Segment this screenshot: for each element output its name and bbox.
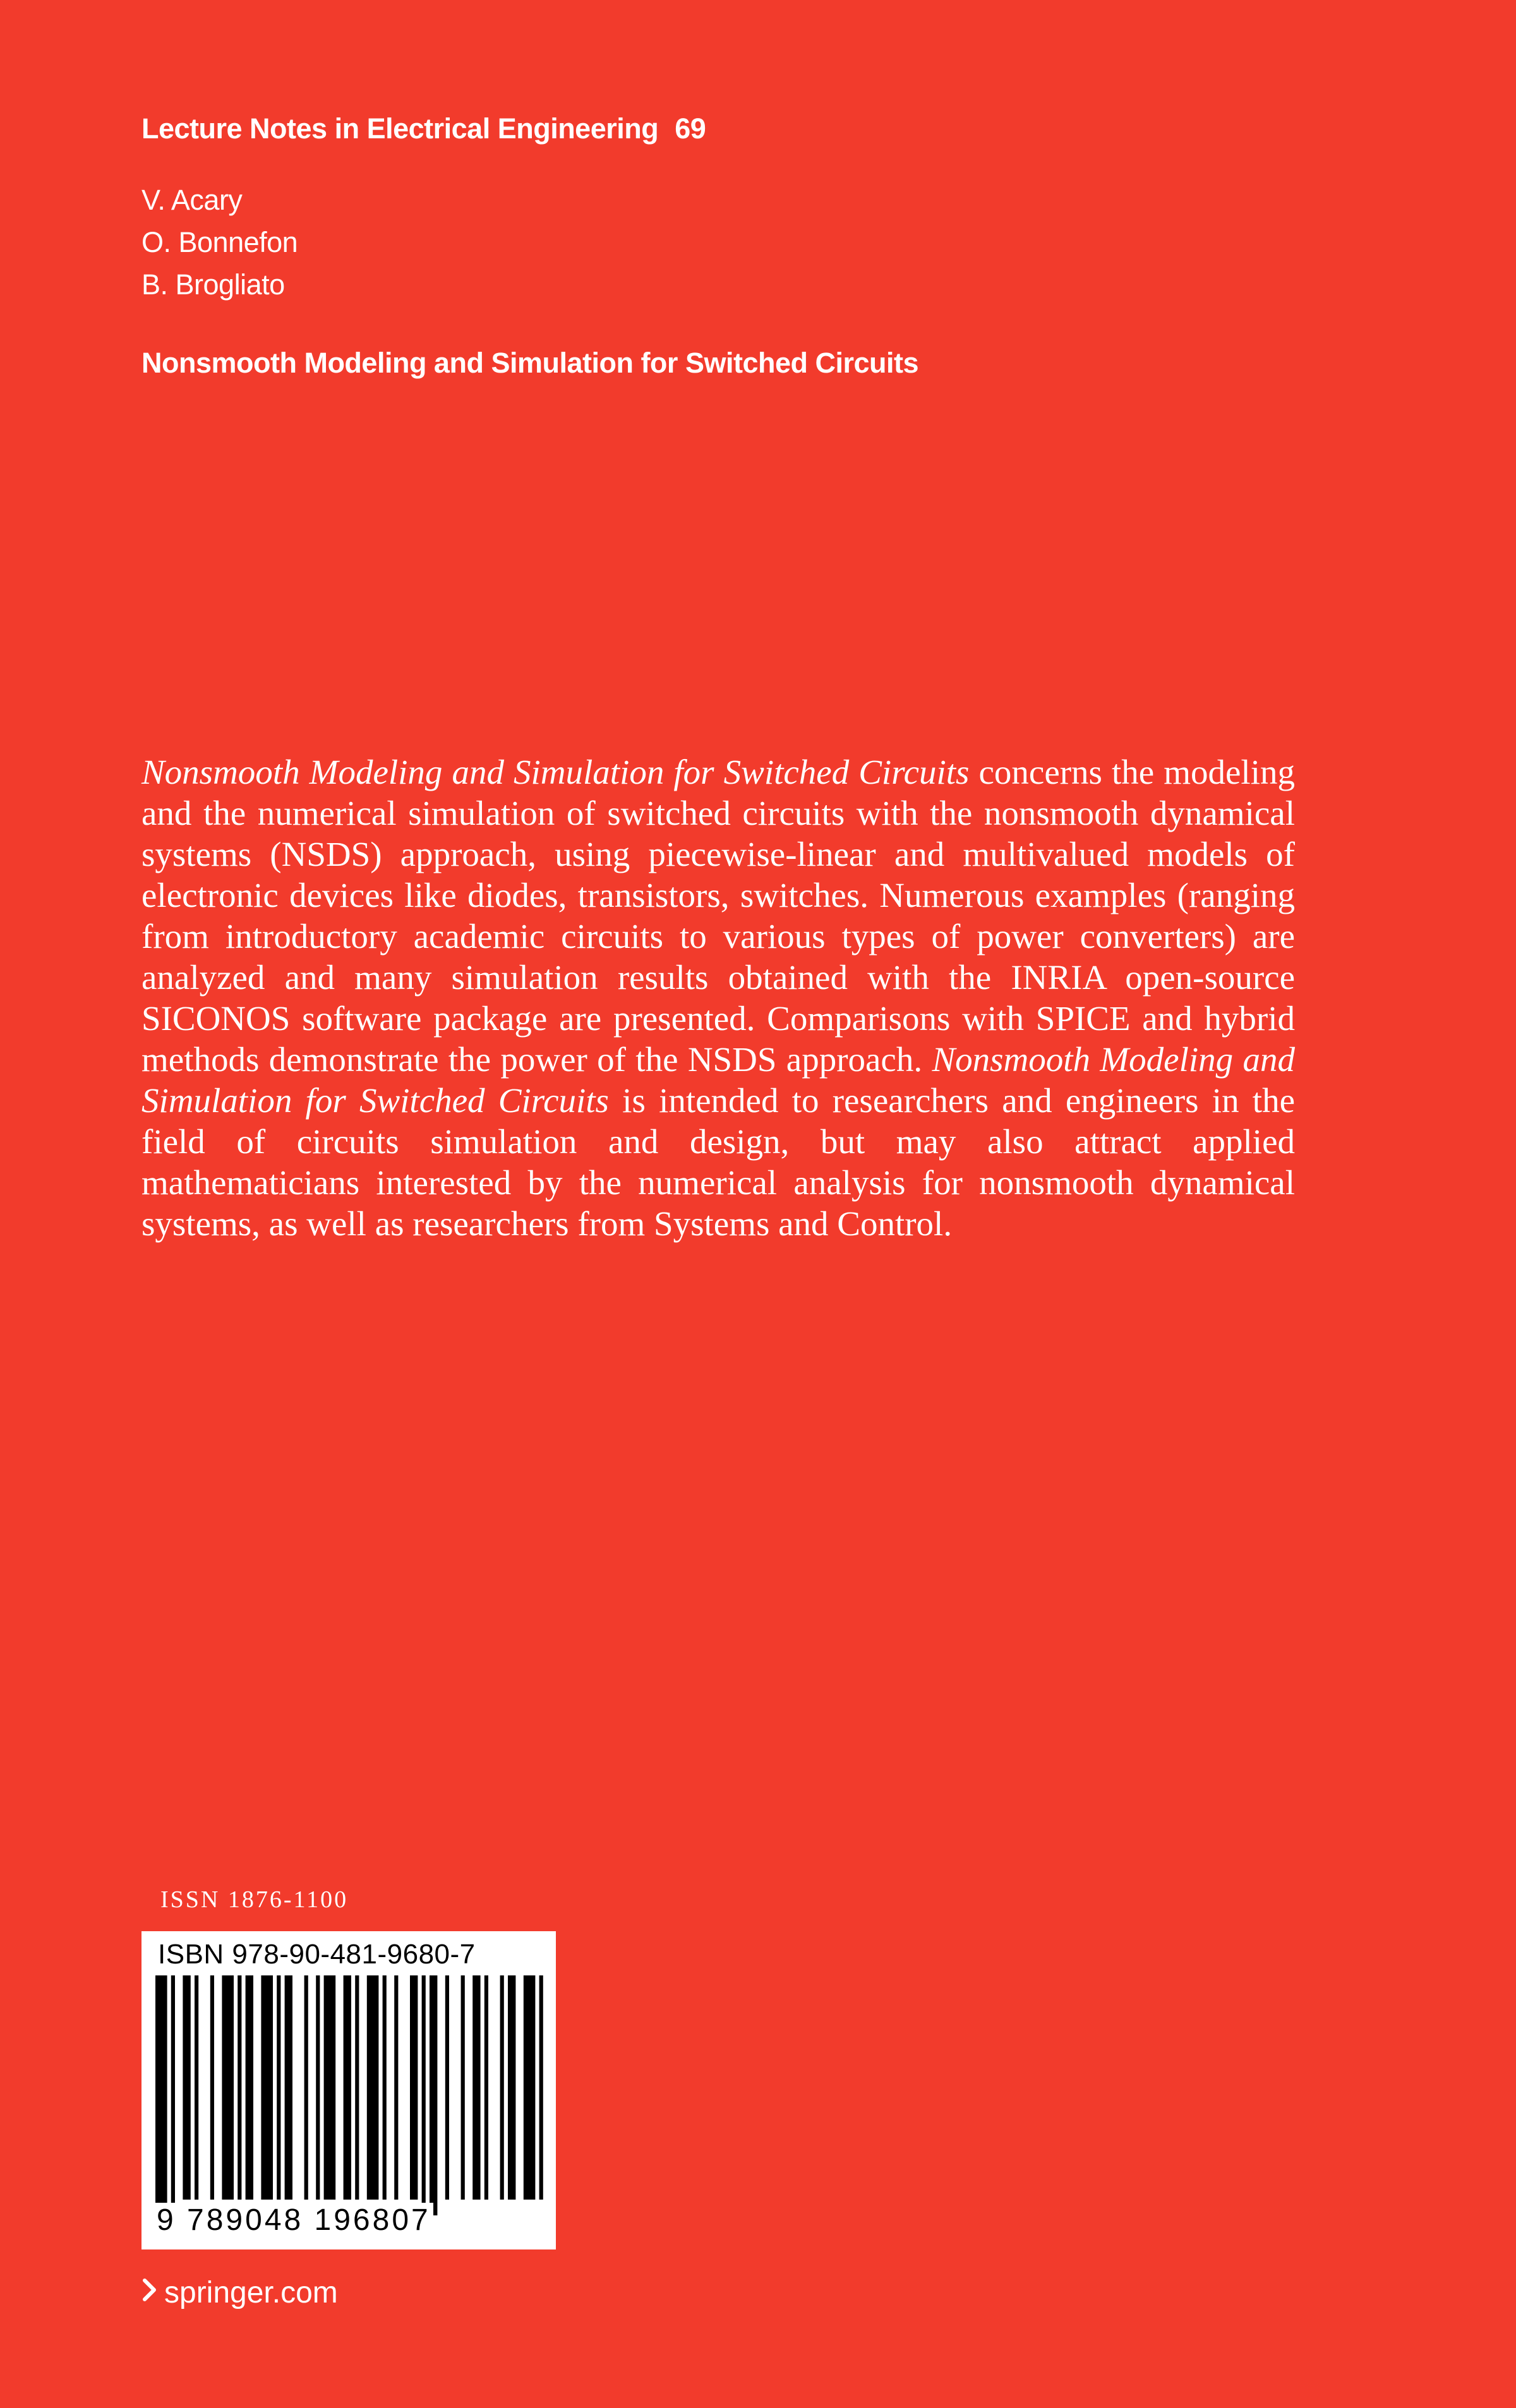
barcode-bar [484, 1975, 488, 2200]
issn-label: ISSN 1876-1100 [160, 1886, 349, 1913]
barcode-bar [472, 1975, 480, 2200]
series-name: Lecture Notes in Electrical Engineering [141, 112, 659, 145]
barcode-bar [461, 1975, 465, 2200]
author-name: V. Acary [141, 184, 243, 216]
barcode-bar [246, 1975, 253, 2200]
barcode-bar [210, 1975, 214, 2200]
blurb-title-italic: Nonsmooth Modeling and Simulation for Switched Circuits [141, 1040, 1295, 1120]
blurb-text: concerns the modeling and the numerical simulation of switched circuits with the nonsmooth dynamical systems (NSDS) approach, using piecewise-linear and multivalued models of electronic devices like diodes, transistors, switches. Numerous examples (ranging from introductory academic circuits to various types of power converters) are analyzed and many simulation results obtained with the INRIA open-source SICONOS software package are presented. Comparisons with SPICE and hybrid methods demonstrate the power of the NSDS approach. [141, 753, 1295, 1079]
barcode-bar [524, 1975, 536, 2200]
barcode-bar [394, 1975, 398, 2200]
barcode-bar [344, 1975, 351, 2200]
barcode-bar [304, 1975, 308, 2200]
author-name: B. Brogliato [141, 268, 285, 301]
barcode-bar [183, 1975, 190, 2200]
barcode-bar [195, 1975, 198, 2200]
website-link[interactable]: springer.com [164, 2276, 338, 2309]
barcode-bar [410, 1975, 418, 2200]
series-line [141, 112, 706, 145]
barcode-bar [383, 1975, 387, 2200]
chevron-right-icon [141, 2275, 158, 2310]
barcode-bar [500, 1975, 504, 2200]
author-name: O. Bonnefon [141, 226, 298, 258]
barcode-bar [367, 1975, 379, 2200]
blurb-title-italic: Nonsmooth Modeling and Simulation for Switched Circuits [141, 753, 970, 791]
barcode-bar [277, 1975, 280, 2200]
barcode-bar [171, 1975, 175, 2215]
barcode-bar [355, 1975, 359, 2200]
barcode-bar [539, 1975, 543, 2200]
isbn-barcode [141, 1931, 556, 2249]
description-paragraph [141, 752, 1295, 1244]
barcode-bar [261, 1975, 273, 2200]
author-list [141, 179, 298, 306]
blurb-text: is intended to researchers and engineers in the field of circuits simulation and design, but may also attract applied mathematicians interested by the numerical analysis for nonsmooth dynamical systems, as well as researchers from Systems and Control. [141, 1081, 1295, 1243]
barcode-bar [508, 1975, 515, 2200]
book-title: Nonsmooth Modeling and Simulation for Switched Circuits [141, 347, 919, 379]
series-volume: 69 [675, 112, 706, 145]
barcode-bar [324, 1975, 336, 2200]
barcode-icon [153, 1975, 544, 2215]
isbn-label: ISBN 978-90-481-9680-7 [158, 1939, 476, 1970]
publisher-website[interactable] [141, 2275, 338, 2310]
barcode-bar [285, 1975, 292, 2200]
barcode-bar [238, 1975, 241, 2200]
barcode-bar [222, 1975, 234, 2200]
barcode-bar [155, 1975, 167, 2215]
barcode-bar [445, 1975, 449, 2200]
barcode-bar [316, 1975, 320, 2200]
barcode-digits: 9 789048 196807 [154, 2203, 433, 2237]
barcode-bar [430, 1975, 437, 2215]
barcode-bar [422, 1975, 426, 2215]
